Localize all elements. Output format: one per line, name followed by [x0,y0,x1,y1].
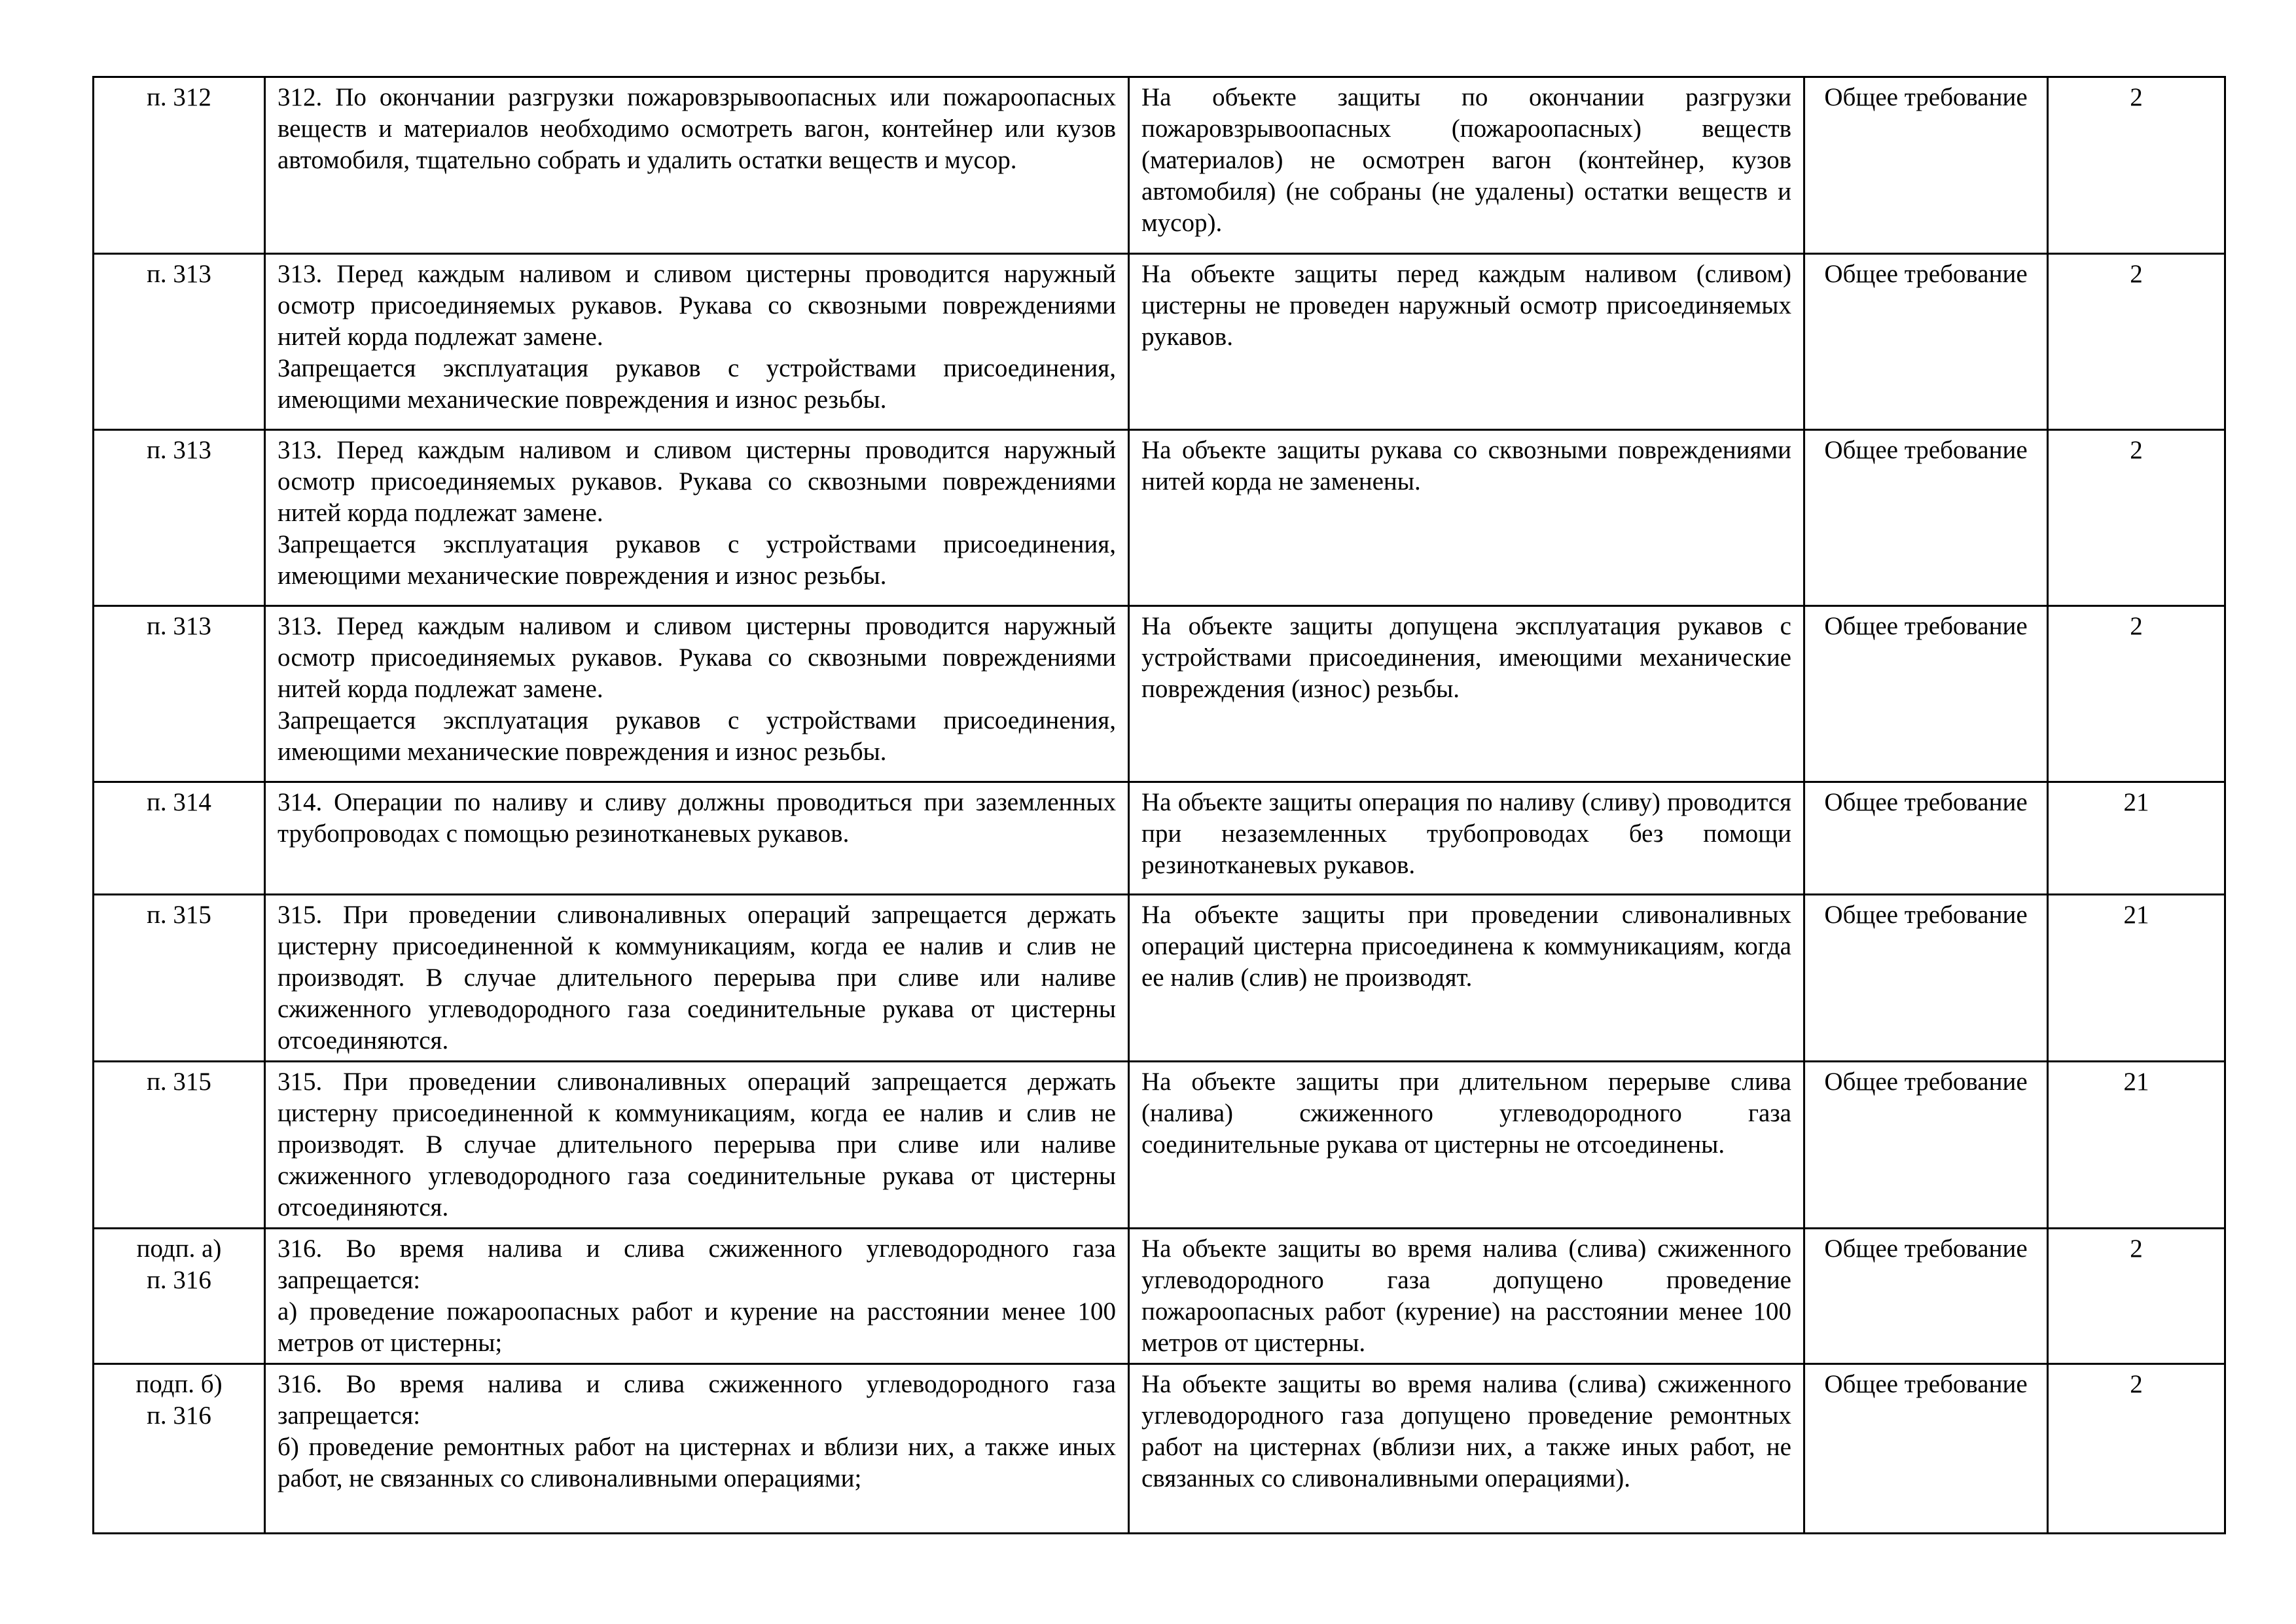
cell-violation [1129,1364,1804,1534]
cell-clause-ref [94,1229,265,1364]
cell-violation [1129,77,1804,254]
clause-ref-line: п. 316 [147,1266,211,1294]
cell-requirement-type [1804,782,2048,895]
number-text: 21 [2123,788,2149,816]
cell-violation [1129,1062,1804,1229]
table-row [94,606,2225,782]
cell-number [2048,606,2225,782]
requirement-paragraph: 314. Операции по наливу и сливу должны проводиться при заземленных трубопроводах с помощью резинотканевых рукавов. [278,788,1116,848]
cell-requirement [265,254,1129,430]
cell-clause-ref [94,1364,265,1534]
cell-number [2048,782,2225,895]
violation-text: На объекте защиты во время налива (слива) сжиженного углеводородного газа допущено проведение ремонтных работ на цистернах (вблизи них, а также иных работ, не связанных со сливоналивными операциями). [1141,1370,1791,1492]
cell-violation [1129,782,1804,895]
violation-text: На объекте защиты допущена эксплуатация рукавов с устройствами присоединения, имеющими механические повреждения (износ) резьбы. [1141,612,1791,703]
table-row [94,430,2225,606]
requirement-paragraph: Запрещается эксплуатация рукавов с устройствами присоединения, имеющими механические повреждения и износ резьбы. [278,706,1116,766]
number-text: 2 [2130,83,2143,111]
cell-clause-ref [94,77,265,254]
cell-requirement-type [1804,430,2048,606]
requirement-paragraph: 316. Во время налива и слива сжиженного углеводородного газа запрещается: [278,1370,1116,1430]
requirements-table [92,76,2226,1534]
requirement-paragraph: 316. Во время налива и слива сжиженного углеводородного газа запрещается: [278,1235,1116,1294]
violation-text: На объекте защиты перед каждым наливом (сливом) цистерны не проведен наружный осмотр присоединяемых рукавов. [1141,260,1791,351]
cell-clause-ref [94,430,265,606]
requirement-paragraph: 315. При проведении сливоналивных операций запрещается держать цистерну присоединенной к коммуникациям, когда ее налив и слив не производят. В случае длительного перерыва при сливе или наливе сжиженного углеводородного газа соединительные рукава от цистерны отсоединяются. [278,1068,1116,1221]
requirement-paragraph: б) проведение ремонтных работ на цистернах и вблизи них, а также иных работ, не связанных со сливоналивными операциями; [278,1433,1116,1492]
cell-requirement-type [1804,1062,2048,1229]
number-text: 2 [2130,612,2143,640]
requirement-type-text: Общее требование [1824,901,2028,929]
cell-number [2048,895,2225,1062]
cell-requirement-type [1804,1364,2048,1534]
table-row [94,782,2225,895]
violation-text: На объекте защиты по окончании разгрузки пожаровзрывоопасных (пожароопасных) веществ (материалов) не осмотрен вагон (контейнер, кузов автомобиля) (не собраны (не удалены) остатки веществ и мусор). [1141,83,1791,237]
clause-ref-line: п. 315 [147,1068,211,1096]
number-text: 2 [2130,260,2143,288]
cell-requirement-type [1804,254,2048,430]
clause-ref-line: подп. а) [136,1235,222,1263]
number-text: 2 [2130,1370,2143,1398]
cell-number [2048,1364,2225,1534]
requirement-type-text: Общее требование [1824,1068,2028,1096]
cell-violation [1129,606,1804,782]
clause-ref-line: п. 313 [147,436,211,464]
requirement-type-text: Общее требование [1824,260,2028,288]
number-text: 21 [2123,1068,2149,1096]
requirement-paragraph: Запрещается эксплуатация рукавов с устройствами присоединения, имеющими механические повреждения и износ резьбы. [278,530,1116,590]
violation-text: На объекте защиты во время налива (слива) сжиженного углеводородного газа допущено проведение пожароопасных работ (курение) на расстоянии менее 100 метров от цистерны. [1141,1235,1791,1357]
requirement-paragraph: 313. Перед каждым наливом и сливом цистерны проводится наружный осмотр присоединяемых рукавов. Рукава со сквозными повреждениями нитей корда подлежат замене. [278,612,1116,703]
cell-clause-ref [94,782,265,895]
violation-text: На объекте защиты при проведении сливоналивных операций цистерна присоединена к коммуникациям, когда ее налив (слив) не производят. [1141,901,1791,992]
cell-number [2048,430,2225,606]
requirements-table-body [94,77,2225,1534]
clause-ref-line: п. 313 [147,260,211,288]
table-row [94,1062,2225,1229]
number-text: 21 [2123,901,2149,929]
cell-requirement [265,77,1129,254]
requirement-paragraph: 315. При проведении сливоналивных операций запрещается держать цистерну присоединенной к коммуникациям, когда ее налив и слив не производят. В случае длительного перерыва при сливе или наливе сжиженного углеводородного газа соединительные рукава от цистерны отсоединяются. [278,901,1116,1055]
table-row [94,77,2225,254]
cell-clause-ref [94,606,265,782]
clause-ref-line: п. 314 [147,788,211,816]
cell-requirement [265,895,1129,1062]
clause-ref-line: п. 316 [147,1401,211,1430]
cell-requirement-type [1804,1229,2048,1364]
requirement-type-text: Общее требование [1824,1370,2028,1398]
requirement-paragraph: 313. Перед каждым наливом и сливом цистерны проводится наружный осмотр присоединяемых рукавов. Рукава со сквозными повреждениями нитей корда подлежат замене. [278,260,1116,351]
violation-text: На объекте защиты рукава со сквозными повреждениями нитей корда не заменены. [1141,436,1791,496]
cell-number [2048,1062,2225,1229]
cell-requirement-type [1804,895,2048,1062]
requirement-type-text: Общее требование [1824,83,2028,111]
number-text: 2 [2130,1235,2143,1263]
cell-clause-ref [94,895,265,1062]
violation-text: На объекте защиты при длительном перерыве слива (налива) сжиженного углеводородного газа соединительные рукава от цистерны не отсоединены. [1141,1068,1791,1159]
requirement-paragraph: 313. Перед каждым наливом и сливом цистерны проводится наружный осмотр присоединяемых рукавов. Рукава со сквозными повреждениями нитей корда подлежат замене. [278,436,1116,527]
cell-violation [1129,895,1804,1062]
cell-clause-ref [94,254,265,430]
cell-requirement [265,782,1129,895]
requirement-type-text: Общее требование [1824,1235,2028,1263]
requirement-type-text: Общее требование [1824,436,2028,464]
table-row [94,254,2225,430]
cell-number [2048,77,2225,254]
cell-requirement [265,1062,1129,1229]
cell-clause-ref [94,1062,265,1229]
cell-requirement [265,606,1129,782]
clause-ref-line: подп. б) [135,1370,223,1398]
requirement-paragraph: 312. По окончании разгрузки пожаровзрывоопасных или пожароопасных веществ и материалов необходимо осмотреть вагон, контейнер или кузов автомобиля, тщательно собрать и удалить остатки веществ и мусор. [278,83,1116,174]
cell-number [2048,254,2225,430]
cell-requirement-type [1804,606,2048,782]
cell-violation [1129,430,1804,606]
table-row [94,895,2225,1062]
clause-ref-line: п. 312 [147,83,211,111]
clause-ref-line: п. 315 [147,901,211,929]
requirement-paragraph: Запрещается эксплуатация рукавов с устройствами присоединения, имеющими механические повреждения и износ резьбы. [278,354,1116,414]
cell-requirement [265,1364,1129,1534]
requirement-type-text: Общее требование [1824,612,2028,640]
requirement-type-text: Общее требование [1824,788,2028,816]
requirement-paragraph: а) проведение пожароопасных работ и курение на расстоянии менее 100 метров от цистерны; [278,1297,1116,1357]
cell-requirement-type [1804,77,2048,254]
table-row [94,1364,2225,1534]
table-row [94,1229,2225,1364]
cell-number [2048,1229,2225,1364]
number-text: 2 [2130,436,2143,464]
violation-text: На объекте защиты операция по наливу (сливу) проводится при незаземленных трубопроводах без помощи резинотканевых рукавов. [1141,788,1791,879]
cell-requirement [265,430,1129,606]
clause-ref-line: п. 313 [147,612,211,640]
cell-violation [1129,254,1804,430]
cell-requirement [265,1229,1129,1364]
cell-violation [1129,1229,1804,1364]
